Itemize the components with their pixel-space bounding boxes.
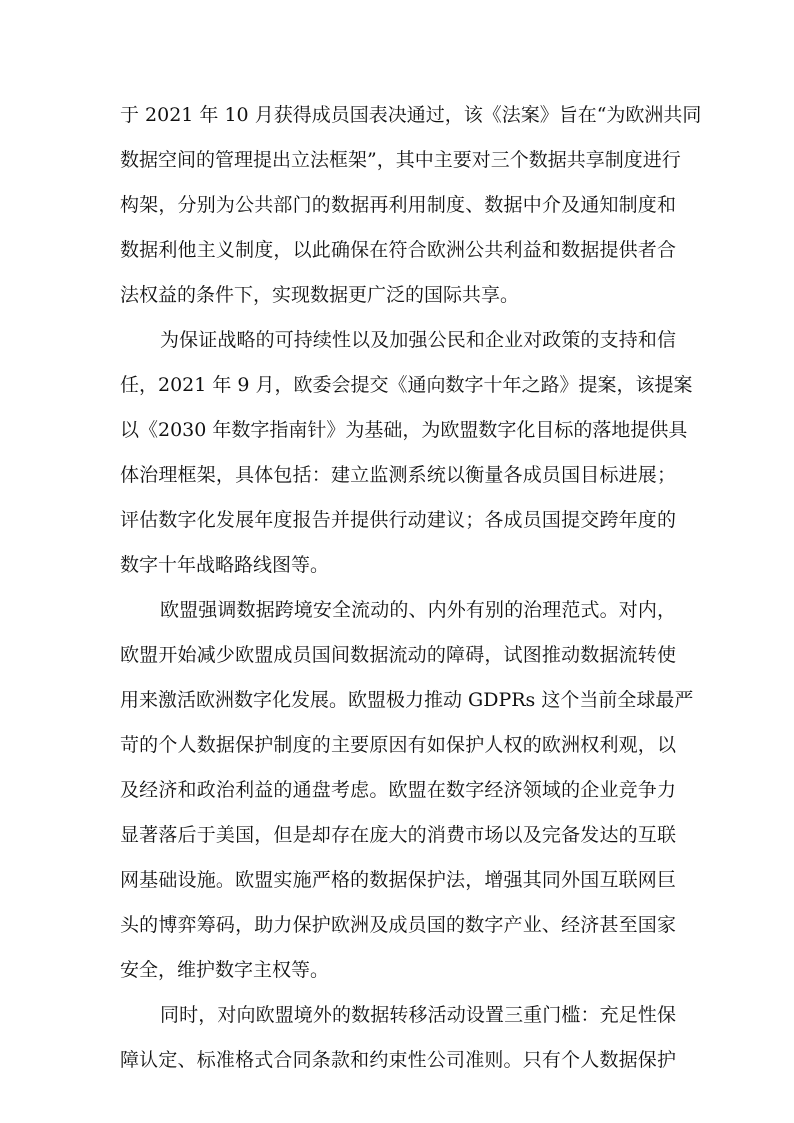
text-line: 数字十年战略路线图等。 <box>120 554 330 576</box>
text-line: 苛的个人数据保护制度的主要原因有如保护人权的欧洲权利观，以 <box>120 734 676 756</box>
text-line: 构架，分别为公共部门的数据再利用制度、数据中介及通知制度和 <box>120 194 676 216</box>
text-line: 任，2021 年 9 月，欧委会提交《通向数字十年之路》提案，该提案 <box>120 374 693 396</box>
text-line: 法权益的条件下，实现数据更广泛的国际共享。 <box>120 284 520 306</box>
paragraph-first-line: 同时，对向欧盟境外的数据转移活动设置三重门槛：充足性保 <box>160 1004 676 1026</box>
text-line: 头的博弈筹码，助力保护欧洲及成员国的数字产业、经济甚至国家 <box>120 914 676 936</box>
text-line: 安全，维护数字主权等。 <box>120 959 330 981</box>
text-line: 数据利他主义制度，以此确保在符合欧洲公共利益和数据提供者合 <box>120 239 676 261</box>
paragraph-first-line: 为保证战略的可持续性以及加强公民和企业对政策的支持和信 <box>160 329 676 351</box>
text-line: 网基础设施。欧盟实施严格的数据保护法，增强其同外国互联网巨 <box>120 869 676 891</box>
text-line: 数据空间的管理提出立法框架”，其中主要对三个数据共享制度进行 <box>120 149 681 171</box>
text-line: 障认定、标准格式合同条款和约束性公司准则。只有个人数据保护 <box>120 1049 676 1071</box>
text-line: 用来激活欧洲数字化发展。欧盟极力推动 GDPRs 这个当前全球最严 <box>120 689 694 711</box>
text-line: 欧盟开始减少欧盟成员国间数据流动的障碍，试图推动数据流转使 <box>120 644 676 666</box>
text-line: 显著落后于美国，但是却存在庞大的消费市场以及完备发达的互联 <box>120 824 676 846</box>
paragraph-first-line: 欧盟强调数据跨境安全流动的、内外有别的治理范式。对内， <box>160 599 676 621</box>
text-line: 体治理框架，具体包括：建立监测系统以衡量各成员国目标进展； <box>120 464 676 486</box>
text-line: 评估数字化发展年度报告并提供行动建议；各成员国提交跨年度的 <box>120 509 676 531</box>
text-line: 于 2021 年 10 月获得成员国表决通过，该《法案》旨在“为欧洲共同 <box>120 104 702 126</box>
text-line: 以《2030 年数字指南针》为基础，为欧盟数字化目标的落地提供具 <box>120 419 688 441</box>
text-line: 及经济和政治利益的通盘考虑。欧盟在数字经济领域的企业竞争力 <box>120 779 676 801</box>
